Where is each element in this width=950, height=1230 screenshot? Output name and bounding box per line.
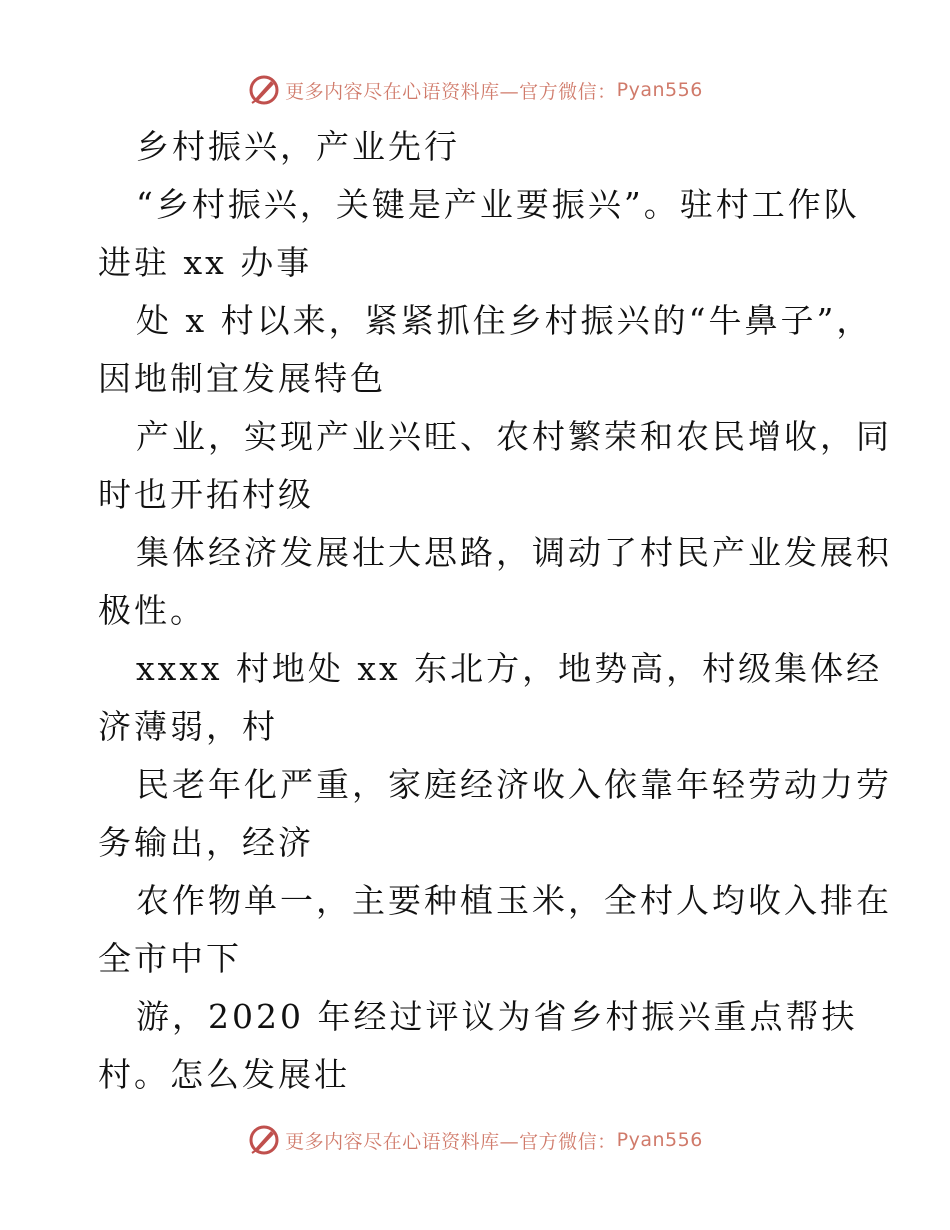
doc-line: 集体经济发展壮大思路，调动了村民产业发展积: [136, 533, 892, 572]
quill-logo-icon: [247, 73, 281, 107]
footer-banner-text: 更多内容尽在心语资料库—官方微信：: [285, 1130, 617, 1153]
document-body: [98, 118, 892, 1104]
footer-wechat-id: Pyan556: [616, 1129, 703, 1151]
doc-line: 处 x 村以来，紧紧抓住乡村振兴的“牛鼻子”，: [136, 301, 873, 340]
doc-line: 极性。: [98, 591, 206, 630]
doc-line: 全市中下: [98, 939, 242, 978]
header-wechat-id: Pyan556: [616, 79, 703, 101]
doc-line: xxxx 村地处 xx 东北方，地势高，村级集体经: [136, 649, 883, 688]
doc-line: “乡村振兴，关键是产业要振兴”。驻村工作队: [136, 185, 860, 224]
doc-line: 游，2020 年经过评议为省乡村振兴重点帮扶: [136, 997, 858, 1036]
footer-banner: [0, 1120, 950, 1160]
doc-line: 乡村振兴，产业先行: [136, 127, 460, 166]
doc-line: 务输出，经济: [98, 823, 314, 862]
doc-line: 村。怎么发展壮: [98, 1055, 350, 1094]
header-banner: [0, 70, 950, 110]
doc-line: 因地制宜发展特色: [98, 359, 386, 398]
doc-line: 时也开拓村级: [98, 475, 314, 514]
doc-line: 进驻 xx 办事: [98, 243, 313, 282]
header-banner-text: 更多内容尽在心语资料库—官方微信：: [285, 80, 617, 103]
doc-line: 农作物单一，主要种植玉米，全村人均收入排在: [136, 881, 892, 920]
quill-logo-icon: [247, 1123, 281, 1157]
doc-line: 济薄弱，村: [98, 707, 278, 746]
doc-line: 产业，实现产业兴旺、农村繁荣和农民增收，同: [136, 417, 892, 456]
doc-line: 民老年化严重，家庭经济收入依靠年轻劳动力劳: [136, 765, 892, 804]
